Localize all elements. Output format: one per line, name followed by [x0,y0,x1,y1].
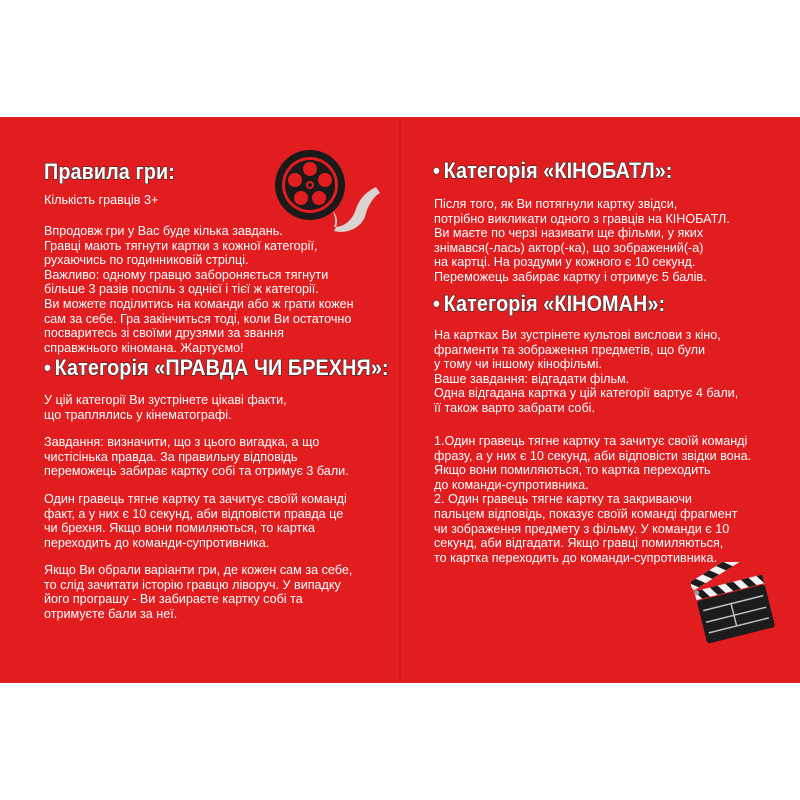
truth-or-lie-title [44,355,389,381]
rules-title: Правила гри: [44,159,175,184]
kinoman-paragraph-1: На картках Ви зустрінете культові вислови з кіно, фрагменти та зображення предметів, що були у тому чи іншому кінофільмі. Ваше завдання: відгадати фільм. Одна відгадана картка у цій категорії вартує 4 бали, її також варто забрати собі. [434,328,739,415]
truth-paragraph-2: Завдання: визначити, що з цього вигадка, а що чистісінька правда. За правильну відповідь переможець забирає картку собі та отримує 3 бали. [44,435,349,479]
kinoman-paragraph-2: 1.Один гравець тягне картку та зачитує своїй команді фразу, а у них є 10 секунд, аби відповісти звідки вона. Якщо вони помиляються, то картка переходить до команди-супротивника. 2. Один гравець тягне картку та закриваючи пальцем відповідь, показує своїй команді фрагмент чи зображення предмету з фільму. У команди є 10 секунд, аби відгадати. Якщо гравці помиляються, то картка переходить до команди-супротивника. [434,434,752,565]
truth-paragraph-1: У цій категорії Ви зустрінете цікаві факти, що траплялись у кінематографі. [44,393,287,422]
right-page [401,117,800,683]
kinobattle-title [433,158,672,184]
bullet: • [44,355,52,380]
clapperboard-icon [691,562,779,648]
booklet-spread [0,117,800,683]
bullet: • [433,158,441,183]
truth-or-lie-title-text: Категорія «ПРАВДА ЧИ БРЕХНЯ»: [54,355,389,380]
players-count: Кількість гравців 3+ [44,193,159,207]
truth-paragraph-4: Якщо Ви обрали варіанти гри, де кожен сам за себе, то слід зачитати історію гравцю ліворуч. У випадку його програшу - Ви забираєте картку собі та отримуєте бали за неї. [44,563,353,621]
truth-paragraph-3: Один гравець тягне картку та зачитує своїй команді факт, а у них є 10 секунд, аби відповісти правда це чи брехня. Якщо вони помиляються, то картка переходить до команди-супротивника. [44,492,347,550]
kinoman-title-text: Категорія «КІНОМАН»: [443,291,666,316]
rules-body: Впродовж гри у Вас буде кілька завдань. Гравці мають тягнути картки з кожної категорії, рухаючись по годинниковій стрілці. Важливо: одному гравцю забороняється тягнути більше 3 разів поспіль з однієї і тієї ж категорії. Ви можете поділитись на команди або ж грати кожен сам за себе. Гра закінчиться тоді, коли Ви остаточно посваритесь зі своїми друзями за звання справжнього кіномана. Жартуємо! [44,224,354,355]
kinoman-title [433,291,665,317]
kinobattle-title-text: Категорія «КІНОБАТЛ»: [443,158,673,183]
bullet: • [433,291,441,316]
left-page [0,117,399,683]
kinobattle-body: Після того, як Ви потягнули картку звідси, потрібно викликати одного з гравців на КІНОБАТЛ. Ви маєте по черзі називати ще фільми, у яких знімався(-лась) актор(-ка), що зображений(-а) на картці. На роздуми у кожного є 10 секунд. Переможець забирає картку і отримує 5 балів. [434,197,730,284]
